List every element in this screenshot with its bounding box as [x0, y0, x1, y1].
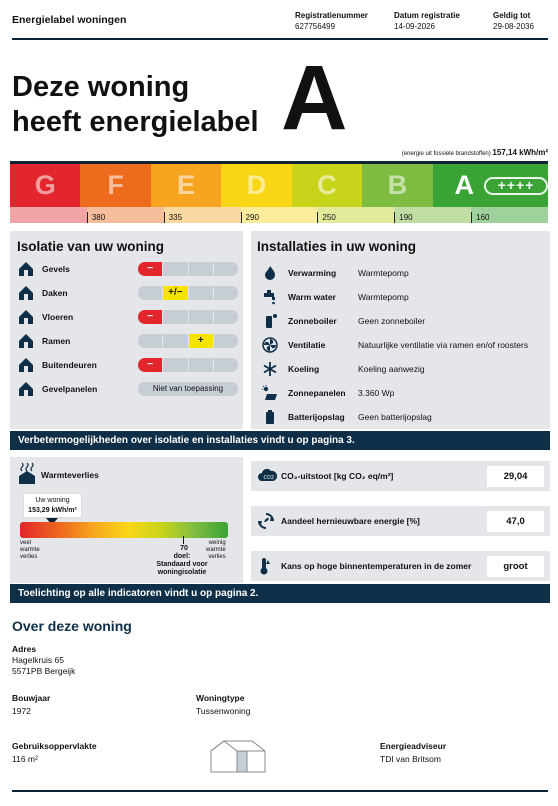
- header-divider: [12, 38, 548, 40]
- adres-line-2: 5571PB Bergeijk: [12, 666, 76, 676]
- house-heat-icon: [17, 462, 37, 484]
- isolatie-rating-bar: [138, 286, 238, 300]
- snowflake-icon: [262, 361, 278, 377]
- isolatie-row-vloeren: [18, 310, 238, 324]
- oppervlakte-label: Gebruiksoppervlakte: [12, 741, 97, 751]
- isolatie-row-ramen: [18, 334, 238, 348]
- hero-energy-label: A: [281, 47, 348, 149]
- isolatie-row-gevels: [18, 262, 238, 276]
- date-block: [394, 10, 460, 32]
- scale-letter-c: C: [317, 170, 337, 200]
- scale-segment-a: [433, 164, 549, 207]
- thermometer-icon: [257, 557, 271, 580]
- right-label: weinig warmte verlies: [206, 540, 226, 560]
- isolatie-label: Gevelpanelen: [42, 384, 98, 394]
- indicator-renewable: [251, 506, 550, 536]
- energy-scale-ticks: [10, 212, 548, 224]
- isolatie-rating-bar: [138, 334, 238, 348]
- scale-letter-d: D: [246, 170, 267, 200]
- indicator-label: CO₂-uitstoot [kg CO₂ eq/m²]: [281, 471, 394, 481]
- house-icon: [18, 381, 34, 397]
- installatie-row-warm-water: [262, 289, 547, 305]
- isolatie-rating-bar: [138, 358, 238, 372]
- scale-segment-f: [80, 164, 150, 207]
- hero-line-2: heeft energielabel: [12, 106, 259, 138]
- footer-divider: [12, 790, 548, 792]
- adviseur-value: TDI van Britsom: [380, 754, 441, 764]
- installatie-label: Warm water: [288, 292, 336, 302]
- plus-badge: ++++: [484, 177, 548, 195]
- scale-letter-b: B: [387, 170, 408, 200]
- left-label: veel warmte verlies: [20, 540, 40, 560]
- isolatie-rating-bar: [138, 262, 238, 276]
- isolatie-label: Daken: [42, 288, 68, 298]
- indicator-thermometer: [251, 551, 550, 581]
- installaties-title: Installaties in uw woning: [257, 239, 417, 254]
- woningtype-value: Tussenwoning: [196, 706, 251, 716]
- registration-block: [295, 10, 368, 32]
- indicator-value: 29,04: [487, 466, 544, 487]
- warmteverlies-bubble: [23, 493, 82, 518]
- rating-cell: [163, 358, 188, 372]
- rating-marker: −: [138, 310, 163, 324]
- oppervlakte-value: 116 m²: [12, 754, 38, 764]
- adres-field: [12, 644, 75, 677]
- woningtype-field: [196, 693, 251, 717]
- installatie-value: Koeling aanwezig: [358, 364, 425, 374]
- rating-cell: [214, 286, 238, 300]
- svg-text:CO2: CO2: [263, 475, 275, 481]
- warmteverlies-title: Warmteverlies: [41, 470, 99, 480]
- house-icon: [18, 285, 34, 301]
- installatie-label: Ventilatie: [288, 340, 326, 350]
- rating-cell: [189, 358, 214, 372]
- about-title: Over deze woning: [12, 618, 132, 634]
- scale-tick: 290: [241, 212, 259, 223]
- bouwjaar-value: 1972: [12, 706, 31, 716]
- house-icon: [18, 357, 34, 373]
- tussenwoning-house-icon: [210, 737, 266, 773]
- installatie-label: Batterijopslag: [288, 412, 345, 422]
- scale-segment-d: [221, 164, 291, 207]
- installatie-row-batterijopslag: [262, 409, 547, 425]
- installatie-value: Warmtepomp: [358, 268, 409, 278]
- rating-cell: [214, 358, 238, 372]
- isolatie-title: Isolatie van uw woning: [17, 239, 165, 254]
- faucet-icon: [262, 289, 278, 305]
- banner-toelichting: Toelichting op alle indicatoren vindt u op pagina 2.: [10, 584, 550, 603]
- co2-cloud-icon: [257, 467, 277, 488]
- scale-tick: 250: [317, 212, 335, 223]
- banner-verbetermogelijkheden: Verbetermogelijkheden over isolatie en installaties vindt u op pagina 3.: [10, 431, 550, 450]
- date-label: Datum registratie: [394, 11, 460, 20]
- goal-label: doel:: [173, 553, 191, 560]
- rating-cell: [214, 262, 238, 276]
- installatie-value: Geen batterijopslag: [358, 412, 432, 422]
- isolatie-label: Vloeren: [42, 312, 74, 322]
- scale-tick: 160: [471, 212, 489, 223]
- hero-title: [12, 70, 259, 140]
- rating-cell: [138, 334, 163, 348]
- isolatie-rating-bar: [138, 310, 238, 324]
- goal-block: [150, 545, 214, 577]
- fossil-value: 157,14 kWh/m²: [492, 148, 548, 157]
- rating-marker: −: [138, 262, 163, 276]
- goal-desc: Standaard voor woningisolatie: [156, 561, 208, 576]
- installatie-row-zonneboiler: [262, 313, 547, 329]
- house-icon: [18, 261, 34, 277]
- bouwjaar-field: [12, 693, 50, 717]
- installatie-label: Zonnepanelen: [288, 388, 346, 398]
- rating-marker: −: [138, 358, 163, 372]
- rating-cell: [138, 286, 163, 300]
- scale-letter-f: F: [107, 170, 124, 200]
- registration-value: 627756499: [295, 22, 336, 31]
- rating-marker: +/−: [163, 286, 188, 300]
- flame-icon: [262, 265, 278, 281]
- fan-icon: [262, 337, 278, 353]
- installatie-value: Geen zonneboiler: [358, 316, 426, 326]
- isolatie-na-badge: Niet van toepassing: [138, 382, 238, 396]
- adviseur-label: Energieadviseur: [380, 741, 447, 751]
- valid-value: 29-08-2036: [493, 22, 534, 31]
- rating-cell: [189, 310, 214, 324]
- scale-tick: 190: [394, 212, 412, 223]
- date-value: 14-09-2026: [394, 22, 435, 31]
- document-title: Energielabel woningen: [12, 14, 127, 26]
- indicator-value: groot: [487, 556, 544, 577]
- installatie-label: Zonneboiler: [288, 316, 337, 326]
- scale-segment-b: [362, 164, 432, 207]
- installatie-value: 3.360 Wp: [358, 388, 395, 398]
- battery-icon: [262, 409, 278, 425]
- rating-cell: [214, 310, 238, 324]
- rating-marker: +: [189, 334, 214, 348]
- indicator-label: Kans op hoge binnentemperaturen in de zomer: [281, 561, 472, 571]
- goal-tick: [183, 536, 184, 544]
- rating-cell: [189, 262, 214, 276]
- scale-segment-g: [10, 164, 80, 207]
- energy-scale: [10, 164, 548, 207]
- installatie-row-zonnepanelen: [262, 385, 547, 401]
- bouwjaar-label: Bouwjaar: [12, 693, 51, 703]
- woningtype-label: Woningtype: [196, 693, 245, 703]
- adviseur-field: [380, 741, 446, 765]
- installatie-row-ventilatie: [262, 337, 547, 353]
- indicator-value: 47,0: [487, 511, 544, 532]
- registration-label: Registratienummer: [295, 11, 368, 20]
- fossil-note: (energie uit fossiele brandstoffen): [401, 151, 491, 157]
- rating-cell: [189, 286, 214, 300]
- installatie-value: Warmtepomp: [358, 292, 409, 302]
- bubble-label: Uw woning: [35, 497, 70, 504]
- isolatie-label: Ramen: [42, 336, 71, 346]
- isolatie-label: Buitendeuren: [42, 360, 97, 370]
- valid-label: Geldig tot: [493, 11, 531, 20]
- bubble-value: 153,29 kWh/m²: [28, 507, 77, 514]
- fossil-energy: [402, 148, 548, 157]
- installatie-value: Natuurlijke ventilatie via ramen en/of roosters: [358, 340, 529, 350]
- valid-block: [493, 10, 534, 32]
- goal-value: 70: [180, 545, 188, 552]
- solar-panel-icon: [262, 385, 278, 401]
- indicator-label: Aandeel hernieuwbare energie [%]: [281, 516, 420, 526]
- scale-letter-e: E: [177, 170, 196, 200]
- isolatie-row-gevelpanelen: [18, 382, 238, 396]
- rating-cell: [163, 310, 188, 324]
- renewable-icon: [257, 512, 275, 535]
- oppervlakte-field: [12, 741, 97, 765]
- scale-tick: 380: [87, 212, 105, 223]
- scale-letter-a: A: [454, 170, 475, 200]
- installatie-row-koeling: [262, 361, 547, 377]
- adres-line-1: Hagelkruis 65: [12, 655, 64, 665]
- isolatie-row-buitendeuren: [18, 358, 238, 372]
- scale-segment-e: [151, 164, 221, 207]
- scale-letter-g: G: [34, 170, 56, 200]
- rating-cell: [163, 262, 188, 276]
- rating-cell: [163, 334, 188, 348]
- adres-label: Adres: [12, 644, 37, 654]
- isolatie-panel: [10, 231, 243, 429]
- indicator-co2-cloud: [251, 461, 550, 491]
- hero-line-1: Deze woning: [12, 71, 190, 103]
- scale-tick: 335: [164, 212, 182, 223]
- boiler-icon: [262, 313, 278, 329]
- house-icon: [18, 309, 34, 325]
- installatie-label: Koeling: [288, 364, 320, 374]
- rating-cell: [214, 334, 238, 348]
- scale-segment-c: [292, 164, 362, 207]
- isolatie-label: Gevels: [42, 264, 70, 274]
- installatie-label: Verwarming: [288, 268, 337, 278]
- installatie-row-verwarming: [262, 265, 547, 281]
- isolatie-row-daken: [18, 286, 238, 300]
- house-icon: [18, 333, 34, 349]
- warmteverlies-gradient-bar: [20, 522, 228, 538]
